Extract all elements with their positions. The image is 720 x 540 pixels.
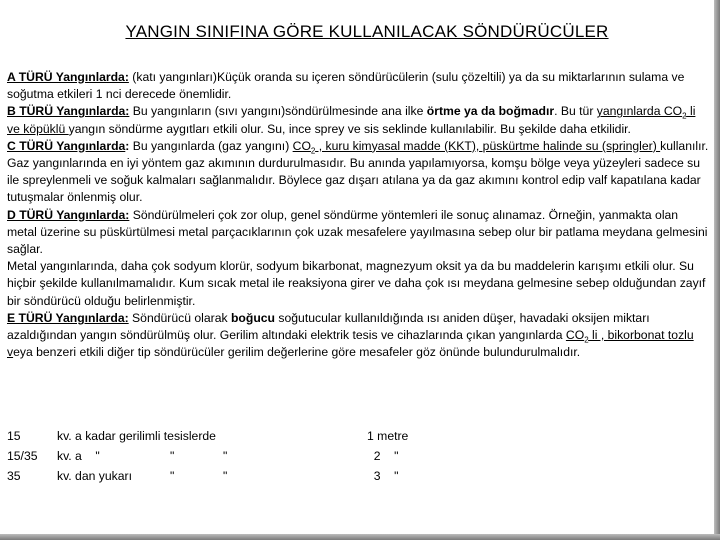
heading-d: D TÜRÜ Yangınlarda: bbox=[7, 207, 130, 222]
kv-description: kv. dan yukarı bbox=[57, 469, 132, 483]
table-row bbox=[7, 446, 567, 466]
distance-value: 3 " bbox=[367, 469, 399, 483]
underlined-e-post: li , bikorbonat tozlu v bbox=[7, 328, 694, 360]
text-e-1: Söndürücü olarak bbox=[128, 310, 231, 325]
slide-shadow-right bbox=[714, 0, 720, 540]
underlined-b-pre: yangınlarda CO bbox=[596, 104, 683, 119]
heading-b: B TÜRÜ Yangınlarda: bbox=[7, 104, 130, 119]
paragraph-metal bbox=[7, 258, 711, 310]
page-title: YANGIN SINIFINA GÖRE KULLANILACAK SÖNDÜRÜCÜLER bbox=[125, 22, 609, 41]
text-e-2: soğutucular kullanıldığında ısı aniden düşer, havadaki oksijen miktarı azaldığından yangın söndürülmüş olur. Gerilim altındaki elektrik tesis ve cihazlarında çıkan yangınlarda bbox=[7, 310, 650, 343]
underlined-c bbox=[292, 138, 661, 156]
underlined-c-post: , kuru kimyasal madde (KKT), püskürtme halinde su (springler) bbox=[315, 138, 661, 153]
underlined-b-post: li ve köpüklü bbox=[7, 104, 696, 136]
distance-table bbox=[7, 426, 567, 486]
paragraph-c bbox=[7, 138, 711, 207]
kv-value: 15/35 bbox=[7, 449, 38, 463]
text-b-3: yangın söndürme aygıtları etkili olur. Su, ince sprey ve sis seklinde kullanılabilir. Bu şekilde daha etkilidir. bbox=[68, 121, 631, 136]
text-c-1: Bu yangınlarda (gaz yangını) bbox=[129, 138, 293, 153]
kv-description: kv. a " bbox=[57, 449, 100, 463]
text-c-2: kullanılır. Gaz yangınlarında en iyi yöntem gaz akımının durdurulmasıdır. Bu anında yapılamıyorsa, komşu bölge veya yüzeyleri sadece su ile spreylenmeli ve soğuk kalmaları sağlanmalıdır. Böylece gaz dışarı atılana ya da gaz akımını kontrol edip valf kapatılana kadar tutuşmalar önlenmiş olur. bbox=[7, 138, 709, 205]
slide-shadow-bottom bbox=[0, 534, 720, 540]
heading-e: E TÜRÜ Yangınlarda: bbox=[7, 310, 129, 325]
heading-c: C TÜRÜ Yangınlarda bbox=[7, 138, 126, 153]
text-e-3: eya benzeri etkili diğer tip söndürücüler gerilim değerlerine göre mesafeler göz önünde bulundurulmalıdır. bbox=[13, 345, 581, 360]
underlined-c-pre: CO bbox=[292, 138, 311, 153]
kv-value: 15 bbox=[7, 429, 21, 443]
subscript-b: 2 bbox=[682, 111, 687, 121]
paragraph-b bbox=[7, 103, 711, 137]
text-b-2: . Bu tür bbox=[554, 104, 597, 119]
subscript-e: 2 bbox=[584, 335, 589, 345]
ditto-mark: " bbox=[223, 449, 228, 463]
ditto-mark: " bbox=[170, 449, 175, 463]
paragraph-e bbox=[7, 310, 711, 362]
ditto-mark: " bbox=[170, 469, 175, 483]
subscript-c: 2 bbox=[310, 146, 316, 156]
bold-b: örtme ya da boğmadır bbox=[426, 104, 555, 119]
paragraph-a bbox=[7, 69, 711, 103]
kv-value: 35 bbox=[7, 469, 21, 483]
content-body bbox=[7, 69, 711, 361]
table-row bbox=[7, 426, 567, 446]
distance-value: 2 " bbox=[367, 449, 399, 463]
paragraph-d bbox=[7, 207, 711, 259]
text-b-1: Bu yangınların (sıvı yangını)söndürülmesinde ana ilke bbox=[129, 104, 427, 119]
text-d: Söndürülmeleri çok zor olup, genel söndürme yöntemleri ile sonuç alınamaz. Örneğin, yanmakta olan metal üzerine su püskürtülmesi metal parçacıklarının çok uzak mesafelere yayılmasına sebep olur bir patlama meydana gelmesini sağlar. bbox=[7, 207, 708, 257]
underlined-e-pre: CO bbox=[565, 328, 585, 343]
text-metal: Metal yangınlarında, daha çok sodyum klorür, sodyum bikarbonat, magnezyum oksit ya da bu maddelerin karışımı etkili olur. Su hiçbir şekilde kullanılmamalıdır. Kum sıcak metal ile reaksiyona girer ve daha çok ısı meydana gelmesine sebep olduğundan zayıf bir söndürücü olduğu belirlenmiştir. bbox=[7, 259, 706, 308]
text-a: (katı yangınları)Küçük oranda su içeren söndürücülerin (sulu çözeltili) ya da su miktarlarının sulama ve soğutma etkileri 1 nci derecede önemlidir. bbox=[7, 70, 685, 102]
colon-c: : bbox=[125, 138, 130, 153]
distance-value: 1 metre bbox=[367, 429, 409, 443]
bold-e: boğucu bbox=[230, 310, 275, 325]
ditto-mark: " bbox=[223, 469, 228, 483]
table-row bbox=[7, 466, 567, 486]
heading-a: A TÜRÜ Yangınlarda: bbox=[7, 70, 129, 84]
kv-description: kv. a kadar gerilimli tesislerde bbox=[57, 429, 216, 443]
